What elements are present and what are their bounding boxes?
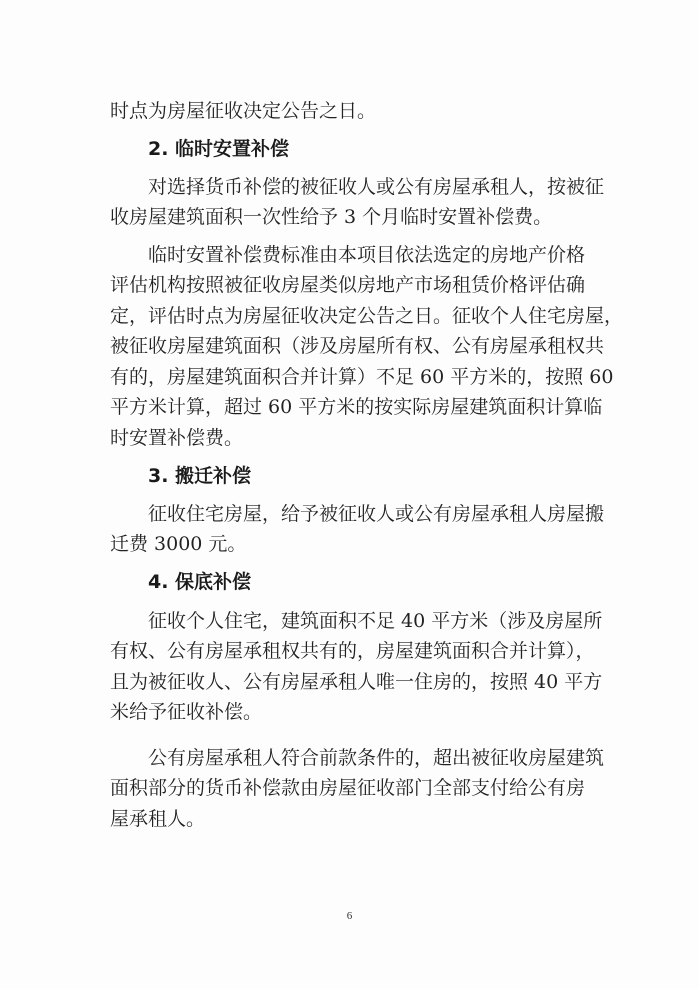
paragraph-line: 征收住宅房屋，给予被征收人或公有房屋承租人房屋搬 [148,503,605,525]
paragraph-line: 评估机构按照被征收房屋类似房地产市场租赁价格评估确 [110,274,586,296]
section-heading-temporary-resettlement: 2. 临时安置补偿 [148,138,290,160]
section-heading-minimum-compensation: 4. 保底补偿 [148,571,252,593]
paragraph-line: 平方米计算，超过 60 平方米的按实际房屋建筑面积计算临 [110,396,603,418]
paragraph-line: 临时安置补偿费标准由本项目依法选定的房地产价格 [148,244,586,266]
paragraph-line: 面积部分的货币补偿款由房屋征收部门全部支付给公有房 [110,777,586,799]
paragraph-line: 被征收房屋建筑面积（涉及房屋所有权、公有房屋承租权共 [110,335,605,357]
paragraph-line: 屋承租人。 [110,808,206,830]
page-number: 6 [346,910,353,922]
paragraph-line: 对选择货币补偿的被征收人或公有房屋承租人，按被征 [148,176,605,198]
paragraph-line: 收房屋建筑面积一次性给予 3 个月临时安置补偿费。 [110,206,553,228]
paragraph-line: 且为被征收人、公有房屋承租人唯一住房的，按照 40 平方 [110,671,603,693]
paragraph-line: 公有房屋承租人符合前款条件的，超出被征收房屋建筑 [148,747,605,769]
paragraph-line: 米给予征收补偿。 [110,701,263,723]
paragraph-line: 征收个人住宅，建筑面积不足 40 平方米（涉及房屋所 [148,610,603,632]
paragraph-line: 有的，房屋建筑面积合并计算）不足 60 平方米的，按照 60 [110,366,614,388]
paragraph-line: 时点为房屋征收决定公告之日。 [110,100,377,122]
paragraph-line: 时安置补偿费。 [110,427,244,449]
section-heading-relocation: 3. 搬迁补偿 [148,465,252,487]
paragraph-line: 定，评估时点为房屋征收决定公告之日。征收个人住宅房屋， [110,305,624,327]
paragraph-line: 有权、公有房屋承租权共有的，房屋建筑面积合并计算）， [110,640,595,662]
paragraph-line: 迁费 3000 元。 [110,533,247,555]
